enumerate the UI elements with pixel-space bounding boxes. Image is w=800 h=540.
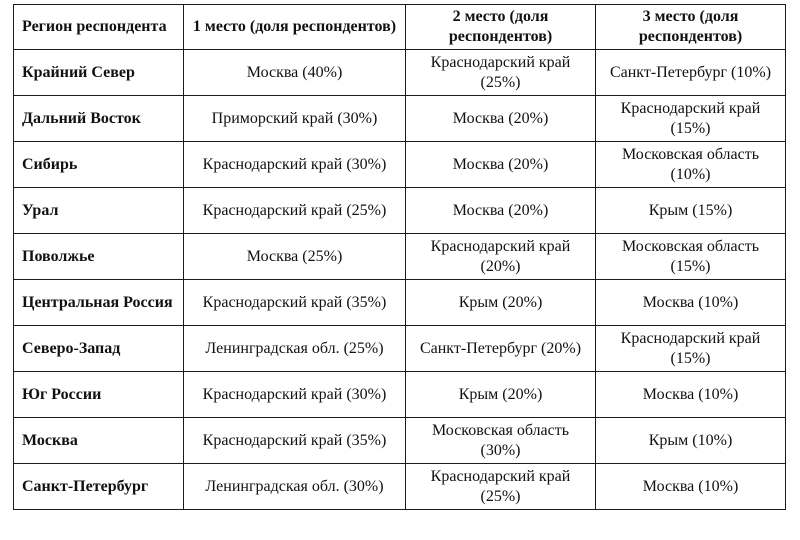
first-place-cell: Краснодарский край (30%) xyxy=(184,142,406,188)
table-row xyxy=(14,96,786,142)
table-row xyxy=(14,234,786,280)
region-cell: Северо-Запад xyxy=(14,326,184,372)
second-place-cell: Краснодарский край (25%) xyxy=(406,464,596,510)
table-caption-fragment xyxy=(13,0,785,2)
first-place-cell: Приморский край (30%) xyxy=(184,96,406,142)
table-row xyxy=(14,418,786,464)
second-place-cell: Краснодарский край (20%) xyxy=(406,234,596,280)
second-place-cell: Санкт-Петербург (20%) xyxy=(406,326,596,372)
first-place-cell: Краснодарский край (25%) xyxy=(184,188,406,234)
first-place-cell: Краснодарский край (35%) xyxy=(184,418,406,464)
first-place-cell: Ленинградская обл. (30%) xyxy=(184,464,406,510)
header-second-place: 2 место (доля респондентов) xyxy=(406,5,596,50)
first-place-cell: Москва (40%) xyxy=(184,50,406,96)
third-place-cell: Московская область (10%) xyxy=(596,142,786,188)
third-place-cell: Крым (10%) xyxy=(596,418,786,464)
first-place-cell: Москва (25%) xyxy=(184,234,406,280)
second-place-cell: Московская область (30%) xyxy=(406,418,596,464)
table-row xyxy=(14,372,786,418)
header-third-place: 3 место (доля респондентов) xyxy=(596,5,786,50)
second-place-cell: Краснодарский край (25%) xyxy=(406,50,596,96)
first-place-cell: Краснодарский край (30%) xyxy=(184,372,406,418)
third-place-cell: Краснодарский край (15%) xyxy=(596,326,786,372)
table-source-fragment xyxy=(13,535,785,540)
table-row xyxy=(14,188,786,234)
third-place-cell: Московская область (15%) xyxy=(596,234,786,280)
second-place-cell: Москва (20%) xyxy=(406,142,596,188)
region-cell: Крайний Север xyxy=(14,50,184,96)
table-row xyxy=(14,50,786,96)
region-cell: Поволжье xyxy=(14,234,184,280)
region-cell: Сибирь xyxy=(14,142,184,188)
table-row xyxy=(14,326,786,372)
table-row xyxy=(14,142,786,188)
header-region: Регион респондента xyxy=(14,5,184,50)
region-cell: Центральная Россия xyxy=(14,280,184,326)
region-cell: Урал xyxy=(14,188,184,234)
ranking-table xyxy=(13,4,786,510)
third-place-cell: Москва (10%) xyxy=(596,464,786,510)
third-place-cell: Москва (10%) xyxy=(596,280,786,326)
table-row xyxy=(14,280,786,326)
second-place-cell: Крым (20%) xyxy=(406,372,596,418)
third-place-cell: Санкт-Петербург (10%) xyxy=(596,50,786,96)
second-place-cell: Крым (20%) xyxy=(406,280,596,326)
third-place-cell: Москва (10%) xyxy=(596,372,786,418)
header-first-place: 1 место (доля респондентов) xyxy=(184,5,406,50)
first-place-cell: Ленинградская обл. (25%) xyxy=(184,326,406,372)
first-place-cell: Краснодарский край (35%) xyxy=(184,280,406,326)
third-place-cell: Краснодарский край (15%) xyxy=(596,96,786,142)
region-cell: Санкт-Петербург xyxy=(14,464,184,510)
table-row xyxy=(14,464,786,510)
region-cell: Юг России xyxy=(14,372,184,418)
table-header-row xyxy=(14,5,786,50)
second-place-cell: Москва (20%) xyxy=(406,96,596,142)
second-place-cell: Москва (20%) xyxy=(406,188,596,234)
ranking-table-container xyxy=(13,4,785,510)
third-place-cell: Крым (15%) xyxy=(596,188,786,234)
region-cell: Москва xyxy=(14,418,184,464)
region-cell: Дальний Восток xyxy=(14,96,184,142)
